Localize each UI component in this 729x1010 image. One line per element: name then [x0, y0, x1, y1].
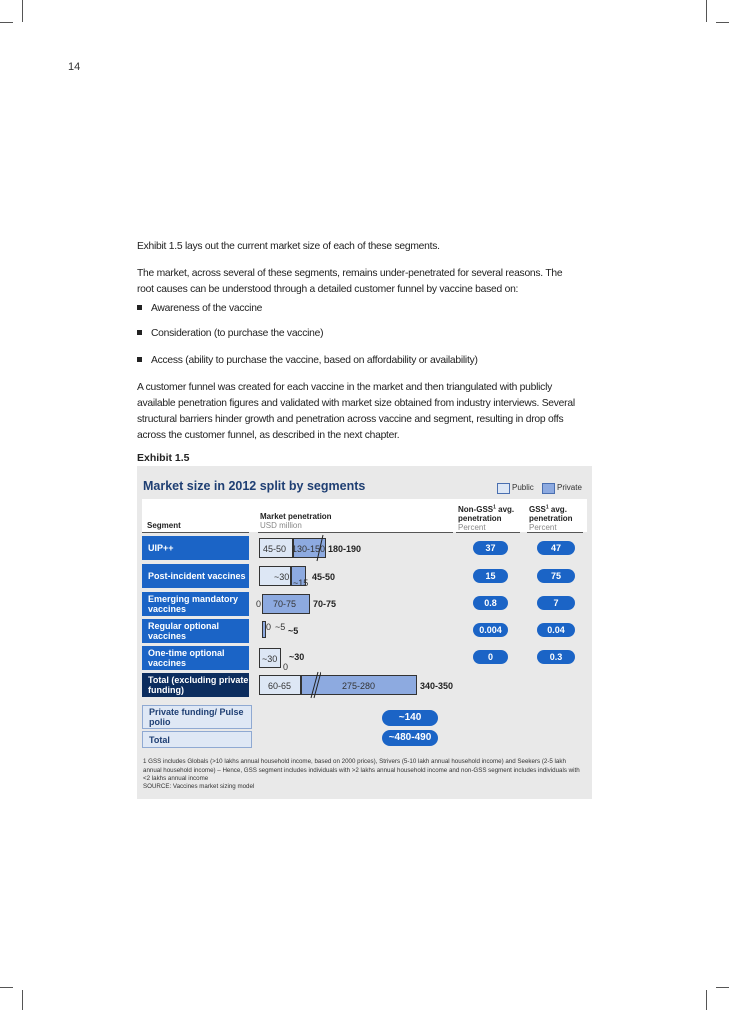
- segment-total-excl: Total (excluding private funding): [142, 673, 249, 697]
- bullet-text: Access (ability to purchase the vaccine, based on affordability or availability): [151, 355, 478, 366]
- page-number: 14: [68, 61, 81, 73]
- axis-break: [309, 671, 321, 699]
- bullet-item: [137, 328, 323, 339]
- source-note: SOURCE: Vaccines market sizing model: [143, 783, 255, 790]
- bullet-text: Consideration (to purchase the vaccine): [151, 328, 324, 339]
- bullet-marker: [137, 330, 142, 335]
- non-gss-value: 37: [473, 541, 508, 555]
- bar-label-public: 0: [266, 622, 272, 632]
- exhibit-label: Exhibit 1.5: [137, 452, 190, 464]
- bar-total: 70-75: [313, 599, 337, 609]
- grand-total-value: ~480-490: [382, 730, 438, 746]
- crop-mark: [706, 0, 707, 22]
- segment-private-funding: Private funding/ Pulse polio: [142, 705, 252, 729]
- gss-value: 75: [537, 569, 575, 583]
- crop-mark: [22, 0, 23, 22]
- gss-value: 7: [537, 596, 575, 610]
- bar-label-public: 45-50: [263, 544, 287, 554]
- bar-label-private: 70-75: [273, 599, 297, 609]
- legend-private-label: Private: [557, 483, 582, 492]
- bar-total: ~5: [288, 626, 299, 636]
- legend-private-swatch: [542, 483, 555, 494]
- gss-value: 47: [537, 541, 575, 555]
- bar-total: 340-350: [420, 681, 454, 691]
- crop-mark: [716, 22, 729, 23]
- bar-label-private: 130-150: [292, 544, 326, 554]
- paragraph-market: The market, across several of these segments, remains under-penetrated for several reasons. The root causes can be understood through a detailed customer funnel by vaccine based on:: [137, 268, 563, 295]
- header-rule: [456, 532, 520, 533]
- bar-total: 180-190: [328, 544, 362, 554]
- segment-uip: UIP++: [142, 536, 249, 560]
- bar-label-public: ~30: [274, 572, 290, 582]
- non-gss-value: 15: [473, 569, 508, 583]
- bar-total: ~30: [289, 652, 305, 662]
- paragraph-funnel: A customer funnel was created for each vaccine in the market and then triangulated with publicly available penetration figures and validated with market size obtained from industry interviews. Several structural barriers hinder growth and penetration across vaccine and segment, resulting in drop offs across the customer funnel, as described in the next chapter.: [137, 382, 575, 441]
- bar-label-private: ~15: [293, 578, 309, 588]
- legend-public-label: Public: [512, 483, 534, 492]
- bar-label-public: 0: [256, 599, 262, 609]
- crop-mark: [706, 990, 707, 1010]
- bar-label-public: ~30: [262, 654, 278, 664]
- bar-label-private: 0: [283, 662, 289, 672]
- header-non-gss: Non-GSS$^1$ avg. penetration Percent: [458, 504, 515, 532]
- segment-regular-optional: Regular optional vaccines: [142, 619, 249, 643]
- non-gss-value: 0.004: [473, 623, 508, 637]
- non-gss-value: 0: [473, 650, 508, 664]
- crop-mark: [0, 22, 13, 23]
- bar-label-private: ~5: [275, 622, 286, 632]
- paragraph-intro: Exhibit 1.5 lays out the current market size of each of these segments.: [137, 241, 440, 252]
- bullet-item: [137, 303, 262, 314]
- footnote: 1 GSS includes Globals (>10 lakhs annual household income, based on 2000 prices), Strivers (5-10 lakh annual household income) and Seekers (2-5 lakh annual household income) – Hence, GSS segment includes individuals with >2 lakhs annual household income and non-GSS segment includes individuals with <2 lakhs annual income: [143, 758, 580, 782]
- non-gss-value: 0.8: [473, 596, 508, 610]
- private-funding-value: ~140: [382, 710, 438, 726]
- header-band: [142, 499, 587, 532]
- bar-label-private: 275-280: [342, 681, 376, 691]
- bar-label-public: 60-65: [268, 681, 292, 691]
- segment-post-incident: Post-incident vaccines: [142, 564, 249, 588]
- crop-mark: [22, 990, 23, 1010]
- exhibit-title: Market size in 2012 split by segments: [143, 479, 366, 493]
- header-market: Market penetration USD million: [260, 512, 332, 530]
- bullet-marker: [137, 305, 142, 310]
- bullet-text: Awareness of the vaccine: [151, 303, 263, 314]
- header-rule: [527, 532, 583, 533]
- segment-one-time-optional: One-time optional vaccines: [142, 646, 249, 670]
- legend-public-swatch: [497, 483, 510, 494]
- gss-value: 0.04: [537, 623, 575, 637]
- header-rule: [142, 532, 249, 533]
- crop-mark: [0, 987, 13, 988]
- bullet-marker: [137, 357, 142, 362]
- header-rule: [258, 532, 453, 533]
- gss-value: 0.3: [537, 650, 575, 664]
- crop-mark: [716, 987, 729, 988]
- segment-emerging-mandatory: Emerging mandatory vaccines: [142, 592, 249, 616]
- bullet-item: [137, 355, 478, 366]
- header-segment: Segment: [147, 521, 181, 530]
- segment-total: Total: [142, 731, 252, 748]
- bar-total: 45-50: [312, 572, 336, 582]
- exhibit-panel: [137, 466, 592, 799]
- header-gss: GSS$^1$ avg. penetration Percent: [529, 504, 573, 532]
